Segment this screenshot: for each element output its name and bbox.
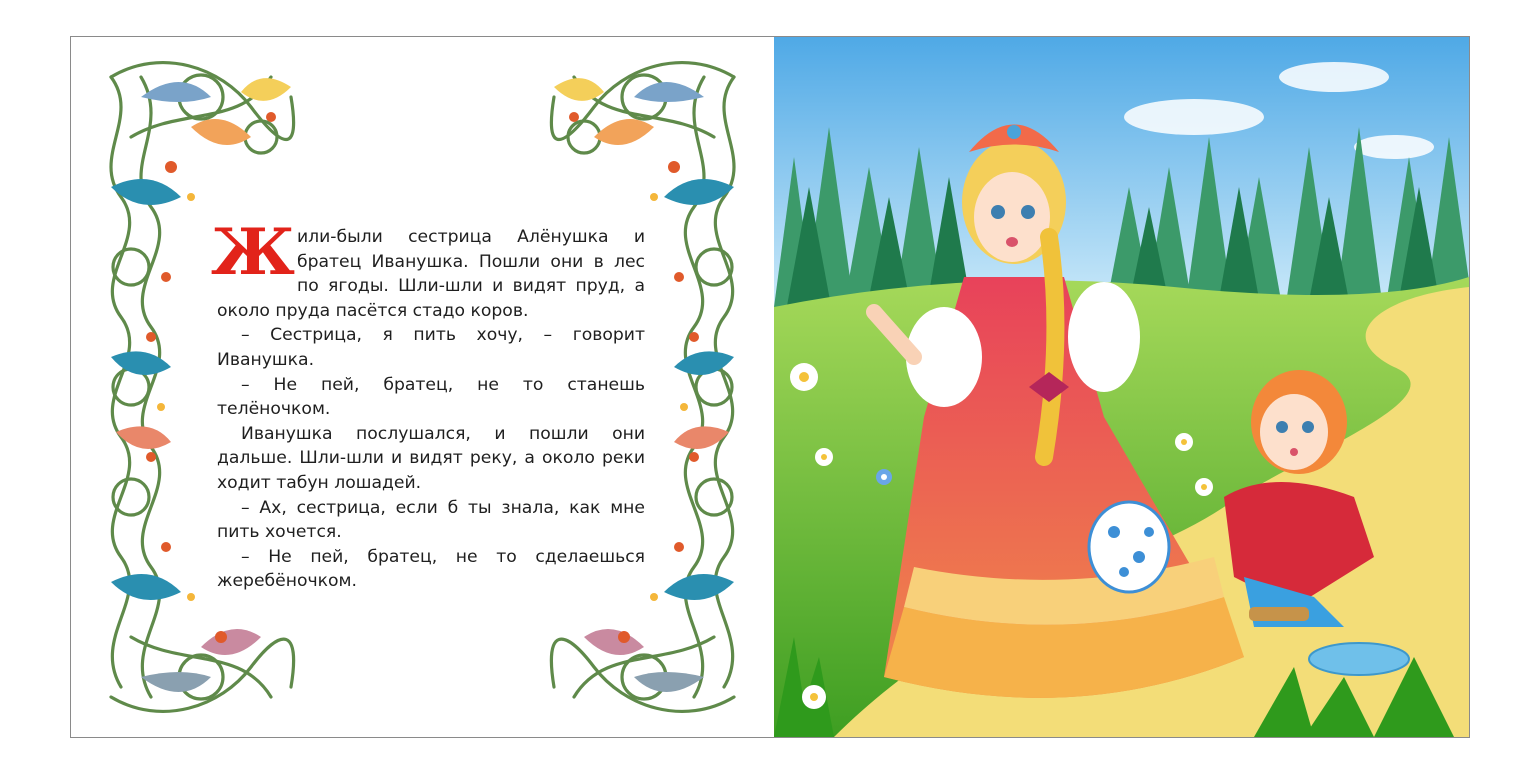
- story-paragraph-3: – Не пей, братец, не то станешь телёночком.: [217, 374, 645, 420]
- text-page: [71, 37, 774, 737]
- book-spread: [70, 36, 1470, 738]
- story-illustration: [774, 37, 1469, 737]
- drop-cap-letter: Ж: [211, 215, 293, 290]
- story-paragraph-1: или-были сестрица Алёнушка и братец Иванушка. Пошли они в лес по ягоды. Шли-шли и видят пруд, а около пруда пасётся стадо коров.: [217, 227, 645, 321]
- puddle: [1309, 643, 1409, 675]
- story-paragraph-6: – Не пей, братец, не то сделаешься жеребёночком.: [217, 546, 645, 592]
- story-paragraph-4: Иванушка послушался, и пошли они дальше. Шли-шли и видят реку, а около реки ходит табун лошадей.: [217, 423, 645, 493]
- story-text: [211, 215, 645, 594]
- story-paragraph-5: – Ах, сестрица, если б ты знала, как мне пить хочется.: [217, 497, 645, 543]
- illustration-page: [774, 37, 1469, 737]
- story-paragraph-2: – Сестрица, я пить хочу, – говорит Иванушка.: [217, 325, 645, 370]
